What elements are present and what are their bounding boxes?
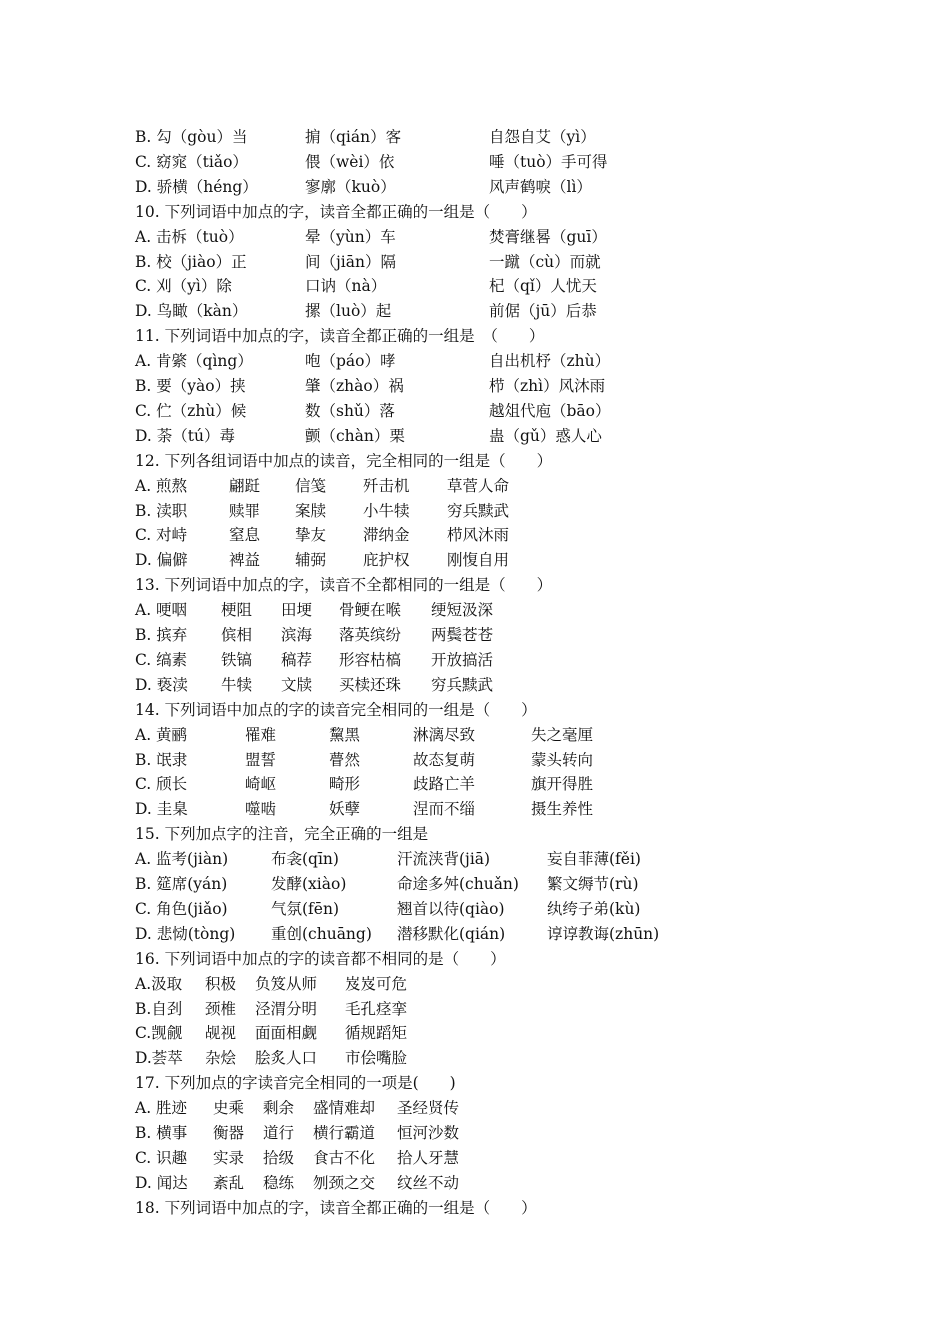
option-cell: 间（jiān）隔 — [305, 252, 396, 271]
option-cell: D.荟萃 — [135, 1049, 183, 1068]
option-cell: 小牛犊 — [363, 501, 410, 520]
option-cell: C. 缟素 — [135, 650, 188, 669]
question-text: 12. 下列各组词语中加点的读音，完全相同的一组是（ ） — [135, 451, 553, 470]
option-cell: 市侩嘴脸 — [345, 1049, 408, 1068]
option-cell: B. 渎职 — [135, 501, 188, 520]
option-cell: 摞（luò）起 — [305, 302, 392, 321]
option-cell: 衡器 — [213, 1124, 245, 1142]
option-cell: 汗流浃背(jiā) — [397, 850, 491, 869]
question-text: 15. 下列加点字的注音，完全正确的一组是 — [135, 825, 429, 844]
option-cell: 罹难 — [245, 725, 277, 744]
option-cell: C. 伫（zhù）候 — [135, 401, 247, 420]
option-cell: 刚愎自用 — [447, 551, 510, 570]
option-cell: C. 刈（yì）除 — [135, 277, 232, 296]
option-cell: 栉风沐雨 — [447, 526, 510, 545]
option-cell: 气氛(fēn) — [271, 899, 339, 918]
option-cell: 信笺 — [295, 476, 327, 495]
option-cell: B. 筵席(yán) — [135, 875, 228, 893]
question-text: 18. 下列词语中加点的字，读音全都正确的一组是（ ） — [135, 1198, 537, 1217]
option-cell: 穷兵黩武 — [447, 501, 510, 520]
option-cell: 妄自菲薄(fěi) — [547, 850, 641, 869]
option-cell: 觇视 — [205, 1024, 237, 1043]
option-cell: 咆（páo）哮 — [305, 352, 396, 371]
option-cell: 潜移默化(qián) — [397, 924, 506, 943]
option-cell: 窒息 — [229, 526, 261, 545]
option-cell: 盛情难却 — [313, 1099, 376, 1118]
option-cell: 谆谆教诲(zhūn) — [547, 924, 660, 943]
option-cell: 黧黑 — [329, 725, 361, 744]
option-cell: 牛犊 — [221, 675, 253, 694]
option-cell: A. 击柝（tuò） — [135, 227, 244, 246]
option-cell: 口讷（nà） — [305, 277, 387, 296]
option-cell: 刎颈之交 — [313, 1173, 376, 1192]
option-cell: 淋漓尽致 — [413, 725, 476, 744]
option-cell: A. 黄鹂 — [135, 725, 188, 744]
option-cell: 案牍 — [295, 501, 327, 520]
option-cell: B. 校（jiào）正 — [135, 252, 247, 271]
option-cell: 晕（yùn）车 — [305, 227, 396, 246]
option-cell: C. 窈窕（tiǎo） — [135, 152, 248, 171]
option-cell: 布衾(qīn) — [271, 850, 339, 869]
option-cell: 骨鲠在喉 — [339, 601, 402, 620]
option-cell: 两鬓苍苍 — [431, 626, 494, 644]
option-cell: B. 勾（gòu）当 — [135, 128, 248, 146]
option-cell: 铁镐 — [221, 650, 253, 669]
option-cell: 泾渭分明 — [255, 999, 318, 1018]
option-cell: 循规蹈矩 — [345, 1024, 408, 1043]
option-cell: 恒河沙数 — [397, 1124, 460, 1142]
option-cell: 积极 — [205, 974, 237, 993]
option-cell: 栉（zhì）风沐雨 — [489, 377, 606, 395]
option-cell: B. 摈弃 — [135, 626, 188, 644]
option-cell: 买椟还珠 — [339, 675, 402, 694]
option-cell: 稿荐 — [281, 650, 313, 669]
option-cell: 崎岖 — [245, 775, 277, 794]
option-cell: D. 偏僻 — [135, 551, 188, 570]
question-text: 10. 下列词语中加点的字，读音全都正确的一组是（ ） — [135, 202, 537, 221]
question-text: 13. 下列词语中加点的字，读音不全都相同的一组是（ ） — [135, 576, 553, 595]
option-cell: C. 识趣 — [135, 1148, 188, 1167]
option-cell: 穷兵黩武 — [431, 675, 494, 694]
option-cell: B. 横事 — [135, 1124, 188, 1142]
option-cell: 自怨自艾（yì） — [489, 128, 596, 146]
option-cell: 横行霸道 — [313, 1124, 376, 1142]
option-cell: 滞纳金 — [363, 526, 410, 545]
option-cell: 草菅人命 — [447, 476, 510, 495]
option-cell: B. 要（yào）挟 — [135, 377, 246, 395]
option-cell: 傧相 — [221, 626, 253, 644]
option-cell: 绠短汲深 — [431, 601, 494, 620]
option-cell: 风声鹤唳（lì） — [489, 177, 592, 196]
option-cell: D. 闻达 — [135, 1173, 188, 1192]
option-cell: 盟誓 — [245, 750, 277, 769]
option-cell: 前倨（jū）后恭 — [489, 302, 597, 321]
option-cell: 文牍 — [281, 675, 313, 694]
option-cell: 摄生养性 — [531, 800, 594, 819]
option-cell: 拾人牙慧 — [397, 1148, 460, 1167]
option-cell: 紊乱 — [213, 1173, 245, 1192]
option-cell: D. 骄横（héng） — [135, 177, 258, 196]
option-cell: 歼击机 — [363, 476, 410, 495]
option-cell: 掮（qián）客 — [305, 128, 402, 146]
option-cell: D. 鸟瞰（kàn） — [135, 302, 248, 321]
option-cell: 颈椎 — [205, 999, 237, 1018]
option-cell: 滨海 — [281, 626, 313, 644]
option-cell: 杂烩 — [205, 1049, 237, 1068]
option-cell: 剩余 — [263, 1099, 295, 1118]
option-cell: A.汲取 — [135, 974, 183, 993]
option-cell: 纹丝不动 — [397, 1173, 460, 1192]
option-cell: 妖孽 — [329, 800, 361, 819]
question-text: 14. 下列词语中加点的字的读音完全相同的一组是（ ） — [135, 700, 537, 719]
option-cell: 畸形 — [329, 775, 361, 794]
option-cell: 蛊（gǔ）惑人心 — [489, 426, 602, 445]
option-cell: 繁文缛节(rù) — [547, 875, 639, 893]
option-cell: 故态复萌 — [413, 750, 476, 769]
option-cell: 重创(chuāng) — [271, 924, 372, 943]
option-cell: A. 肯綮（qìng） — [135, 352, 253, 371]
option-cell: 史乘 — [213, 1099, 245, 1118]
option-cell: 自出机杼（zhù） — [489, 352, 611, 371]
option-cell: A. 胜迹 — [135, 1099, 188, 1118]
option-cell: C. 对峙 — [135, 526, 188, 545]
option-cell: 梗阻 — [221, 601, 253, 620]
option-cell: 一蹴（cù）而就 — [489, 252, 601, 271]
option-cell: 翘首以待(qiào) — [397, 899, 505, 918]
option-cell: 瞢然 — [329, 750, 361, 769]
option-cell: B.自刭 — [135, 999, 183, 1018]
option-cell: A. 哽咽 — [135, 601, 188, 620]
option-cell: 面面相觑 — [255, 1024, 318, 1043]
option-cell: D. 悲恸(tòng) — [135, 924, 236, 943]
option-cell: 命途多舛(chuǎn) — [397, 875, 519, 893]
option-cell: 涅而不缁 — [413, 800, 476, 819]
option-cell: 数（shǔ）落 — [305, 401, 395, 420]
option-cell: 发酵(xiào) — [271, 875, 347, 893]
option-cell: 辅弼 — [295, 551, 327, 570]
option-cell: 颤（chàn）栗 — [305, 426, 405, 445]
option-cell: 翩跹 — [229, 476, 261, 495]
option-cell: 赎罪 — [229, 501, 261, 520]
option-cell: 拾级 — [263, 1148, 295, 1167]
option-cell: D. 荼（tú）毒 — [135, 426, 235, 445]
option-cell: 焚膏继晷（guī） — [489, 227, 607, 246]
option-cell: A. 煎熬 — [135, 476, 188, 495]
option-cell: 负笈从师 — [255, 974, 318, 993]
option-cell: 田埂 — [281, 601, 313, 620]
option-cell: 失之毫厘 — [531, 725, 594, 744]
option-cell: 裨益 — [229, 551, 261, 570]
option-cell: 实录 — [213, 1148, 245, 1167]
option-cell: C.觊觎 — [135, 1024, 183, 1043]
option-cell: 落英缤纷 — [339, 626, 402, 644]
option-cell: 噬啮 — [245, 800, 277, 819]
option-cell: D. 亵渎 — [135, 675, 188, 694]
option-cell: C. 角色(jiǎo) — [135, 899, 228, 918]
option-cell: 偎（wèi）依 — [305, 152, 395, 171]
question-text: 11. 下列词语中加点的字，读音全都正确的一组是 （ ） — [135, 327, 545, 346]
option-cell: 旗开得胜 — [531, 775, 594, 794]
option-cell: 形容枯槁 — [339, 650, 402, 669]
option-cell: C. 颀长 — [135, 775, 188, 794]
option-cell: 越俎代庖（bāo） — [489, 401, 611, 420]
option-cell: 毛孔痉挛 — [345, 999, 408, 1018]
option-cell: 圣经贤传 — [397, 1099, 460, 1118]
option-cell: 杞（qǐ）人忧天 — [489, 277, 597, 296]
option-cell: D. 圭臬 — [135, 800, 188, 819]
question-text: 16. 下列词语中加点的字的读音都不相同的是（ ） — [135, 949, 506, 968]
option-cell: 蒙头转向 — [531, 750, 594, 769]
question-text: 17. 下列加点的字读音完全相同的一项是( ) — [135, 1074, 456, 1093]
option-cell: 寥廓（kuò） — [305, 177, 396, 196]
option-cell: 唾（tuò）手可得 — [489, 152, 608, 171]
option-cell: 歧路亡羊 — [413, 775, 476, 794]
option-cell: 纨绔子弟(kù) — [547, 899, 641, 918]
option-cell: 脍炙人口 — [255, 1049, 318, 1068]
option-cell: 庇护权 — [363, 551, 410, 570]
option-cell: 挚友 — [295, 526, 327, 545]
option-cell: B. 氓隶 — [135, 750, 188, 769]
option-cell: A. 监考(jiàn) — [135, 850, 229, 869]
option-cell: 道行 — [263, 1124, 295, 1142]
option-cell: 开放搞活 — [431, 650, 494, 669]
option-cell: 肇（zhào）祸 — [305, 377, 404, 395]
option-cell: 稳练 — [263, 1173, 295, 1192]
option-cell: 岌岌可危 — [345, 974, 408, 993]
option-cell: 食古不化 — [313, 1148, 376, 1167]
